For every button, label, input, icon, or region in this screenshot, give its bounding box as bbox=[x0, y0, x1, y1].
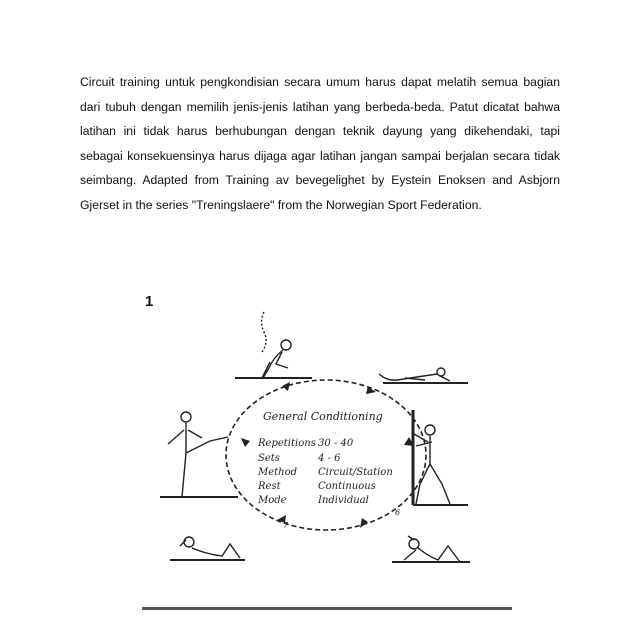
parameter-table bbox=[257, 438, 393, 506]
exercise-wall-stretch-figure bbox=[413, 410, 468, 505]
param-value-sets: 4 - 6 bbox=[318, 453, 341, 464]
param-label-rest: Rest bbox=[258, 481, 281, 492]
bottom-rule bbox=[142, 607, 512, 610]
figure-number: 1 bbox=[145, 293, 154, 310]
exercise-crunch-figure bbox=[392, 536, 470, 562]
exercise-sit-up-figure bbox=[170, 537, 245, 560]
param-value-rest: Continuous bbox=[318, 481, 376, 492]
exercise-back-extension-figure bbox=[379, 368, 468, 383]
param-label-sets: Sets bbox=[258, 453, 280, 464]
param-label-mode: Mode bbox=[258, 495, 287, 506]
param-label-method: Method bbox=[258, 467, 298, 478]
param-label-repetitions: Repetitions bbox=[258, 438, 316, 449]
param-value-repetitions: 30 - 40 bbox=[318, 438, 354, 449]
param-value-method: Circuit/Station bbox=[318, 467, 393, 478]
figure-title: General Conditioning bbox=[263, 410, 383, 423]
station-number-5: 5 bbox=[366, 386, 372, 395]
station-number-7: 7 bbox=[283, 521, 289, 530]
station-number-6: 6 bbox=[395, 508, 401, 517]
param-value-mode: Individual bbox=[318, 495, 369, 506]
body-paragraph: Circuit training untuk pengkondisian secara umum harus dapat melatih semua bagian dari tubuh dengan memilih jenis-jenis latihan yang berbeda-beda. Patut dicatat bahwa latihan ini tidak harus berhubungan dengan teknik dayung yang dikehendaki, tapi sebagai konsekuensinya harus dijaga agar latihan jangan sampai berjalan secara tidak seimbang. Adapted from Training av bevegelighet by Eystein Enoksen and Asbjorn Gjerset in the series "Treningslaere" from the Norwegian Sport Federation. bbox=[80, 75, 560, 212]
exercise-squat-figure bbox=[235, 312, 312, 378]
